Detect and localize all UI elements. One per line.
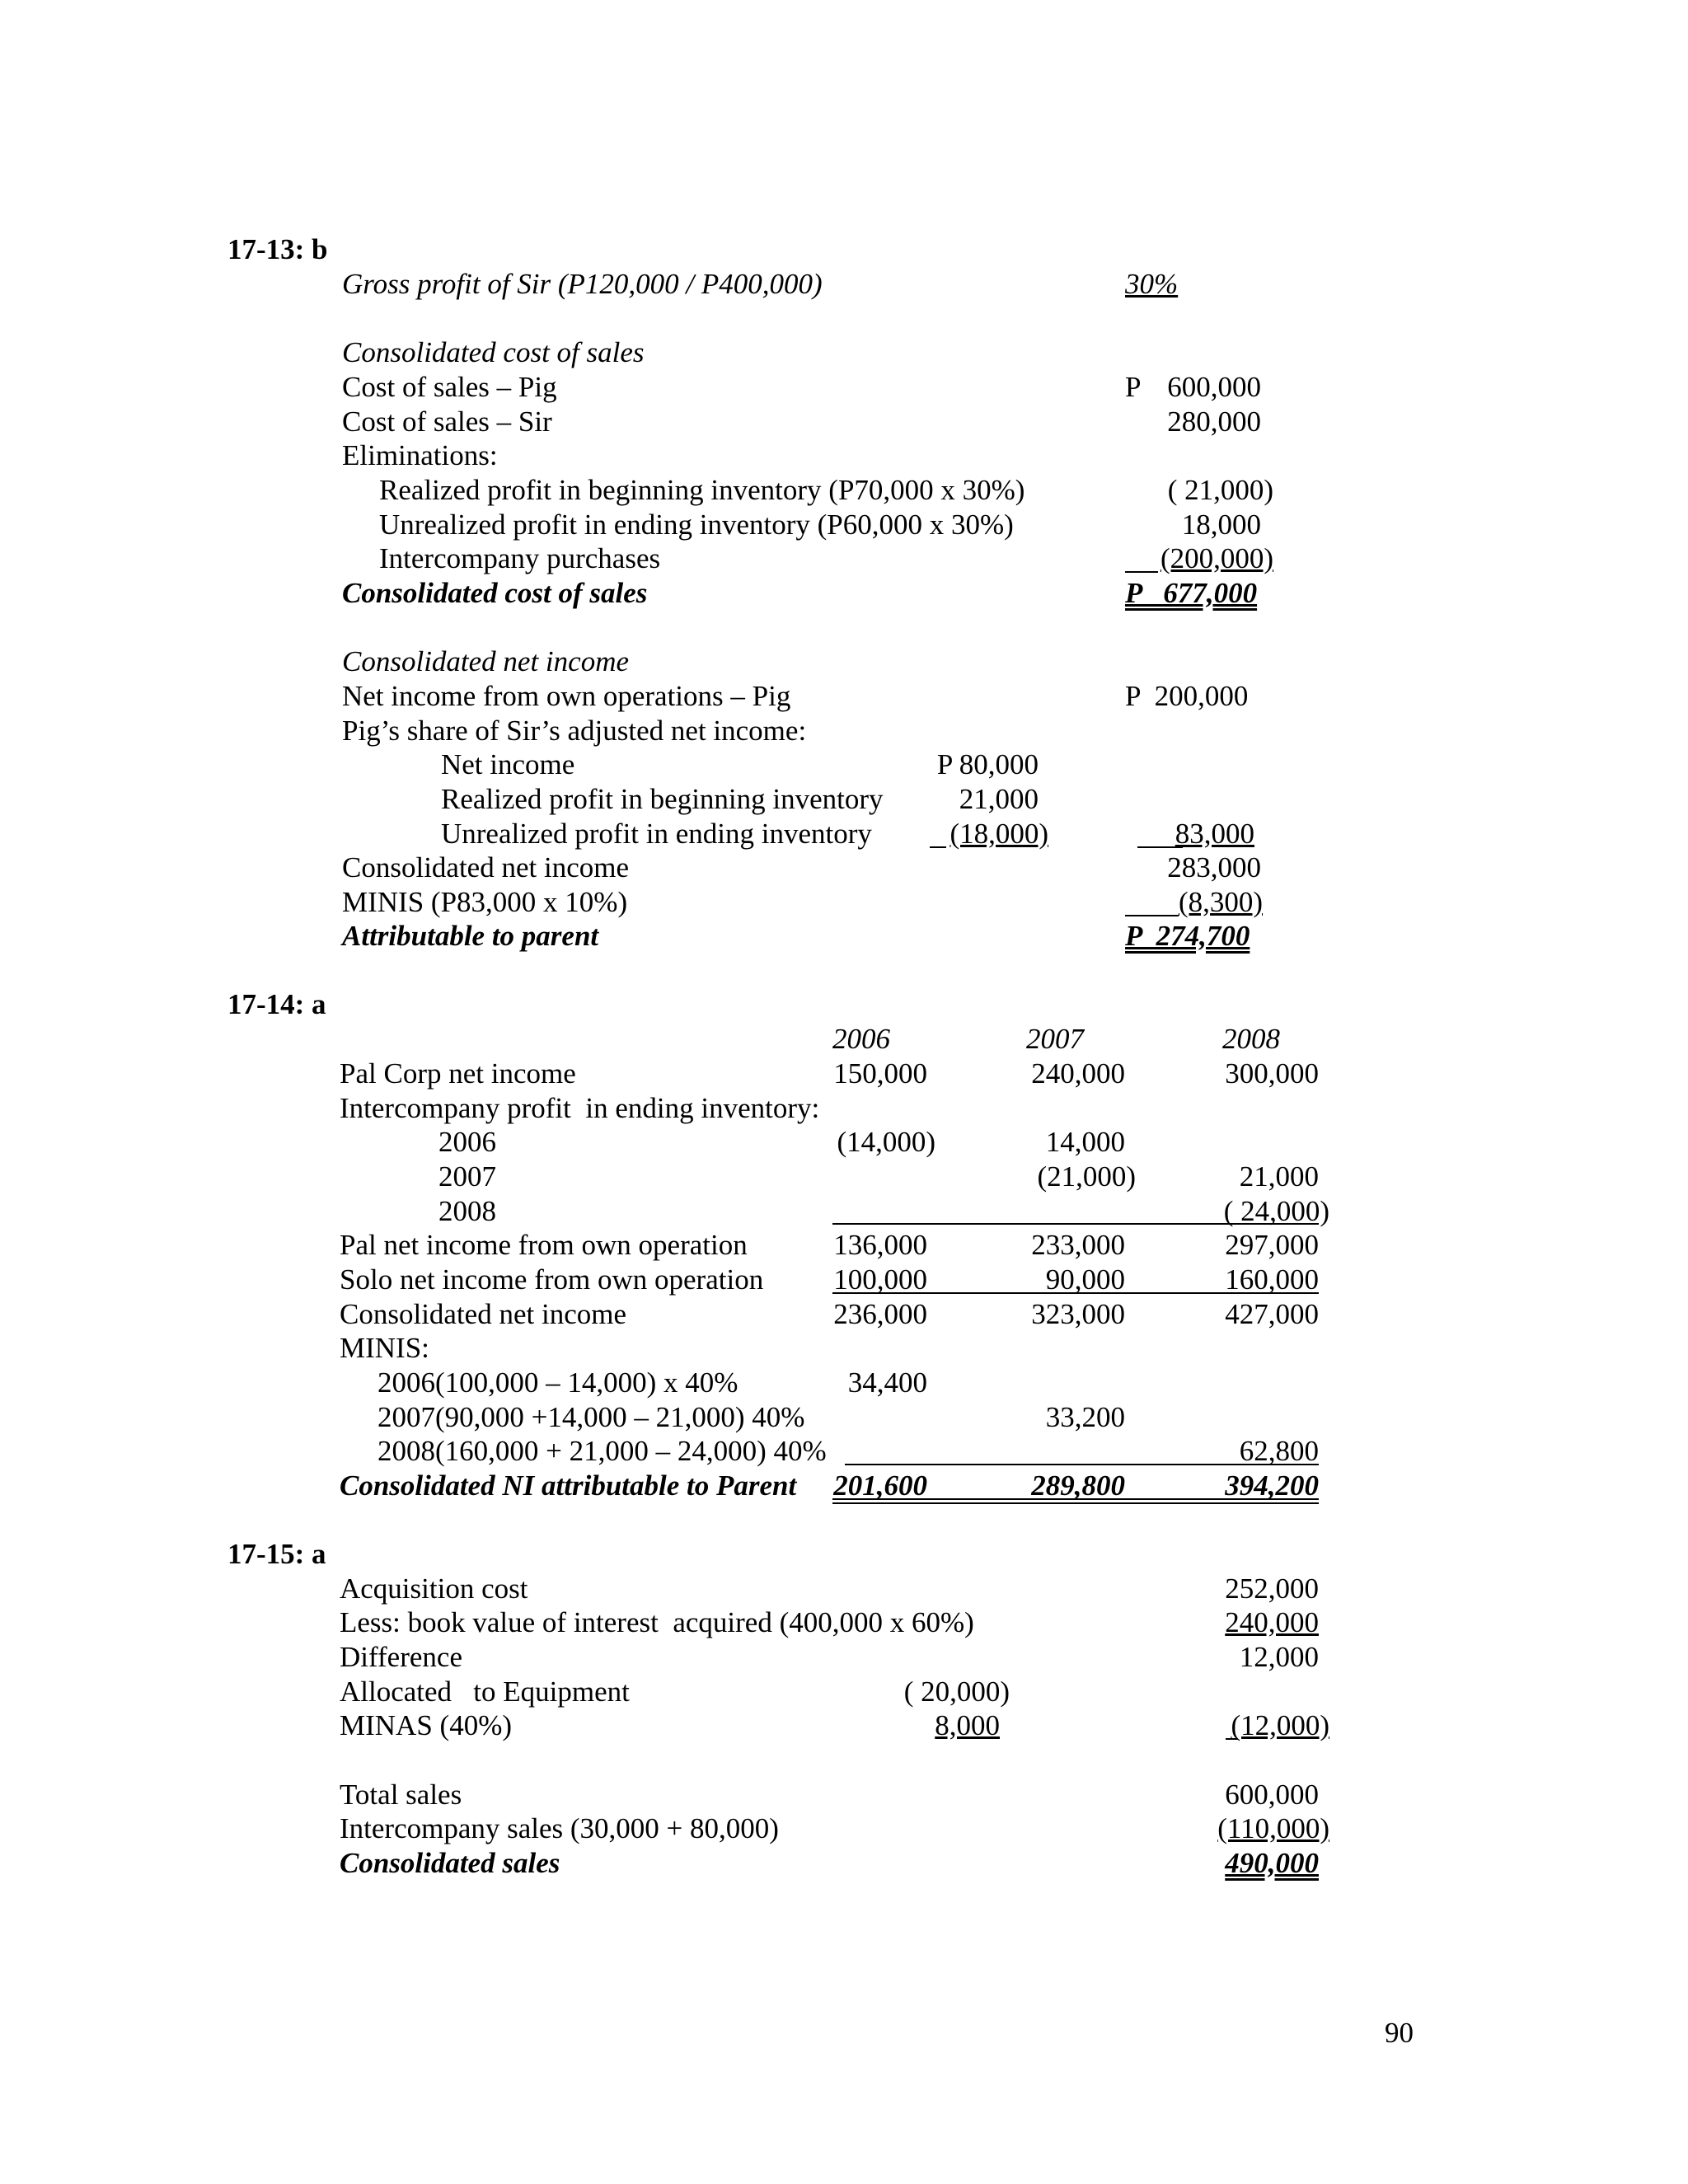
cos-total-label: Consolidated cost of sales — [342, 577, 648, 609]
solo-own-label: Solo net income from own operation — [340, 1263, 764, 1296]
acq-value: 252,000 — [1225, 1572, 1319, 1605]
attr-2008: 394,200 — [1225, 1469, 1319, 1502]
cons-sales-value: 490,000 — [1225, 1847, 1319, 1879]
diff-label: Difference — [340, 1641, 462, 1673]
heading-17-14: 17-14: a — [227, 988, 326, 1020]
pal-ni-2006: 150,000 — [833, 1057, 927, 1090]
cons-sales-label: Consolidated sales — [340, 1847, 560, 1879]
ic-sales-value: (110,000) — [1217, 1812, 1329, 1844]
ic-sales-label: Intercompany sales (30,000 + 80,000) — [340, 1812, 779, 1844]
row-2008-2008: ( 24,000) — [1223, 1195, 1329, 1227]
row-2006-label: 2006 — [438, 1126, 496, 1158]
minis-2006-value: 34,400 — [847, 1366, 927, 1399]
minas-mid: 8,000 — [935, 1709, 1000, 1741]
gp-label: Gross profit of Sir (P120,000 / P400,000) — [342, 268, 823, 300]
minis-2008-label: 2008(160,000 + 21,000 – 24,000) 40% — [377, 1435, 827, 1467]
attr-label-14: Consolidated NI attributable to Parent — [340, 1469, 797, 1502]
solo-own-2007: 90,000 — [1045, 1263, 1125, 1296]
attr-value: P 274,700 — [1125, 920, 1250, 952]
pal-own-label: Pal net income from own operation — [340, 1229, 748, 1261]
heading-17-13: 17-13: b — [227, 233, 328, 265]
row-2007-label: 2007 — [438, 1160, 496, 1193]
pal-ni-2008: 300,000 — [1225, 1057, 1319, 1090]
minis-label-14: MINIS: — [340, 1332, 429, 1364]
cos-sir-label: Cost of sales – Sir — [342, 405, 552, 438]
year-2008: 2008 — [1222, 1023, 1280, 1055]
pal-own-2008: 297,000 — [1225, 1229, 1319, 1261]
up-end-value: 18,000 — [1181, 509, 1261, 541]
up-end2-label: Unrealized profit in ending inventory — [441, 818, 872, 850]
up-end-label: Unrealized profit in ending inventory (P60,000 x 30%) — [379, 509, 1014, 541]
ni-pig-value: P 200,000 — [1125, 680, 1249, 712]
pal-ni-2007: 240,000 — [1031, 1057, 1125, 1090]
cos-total-value: P 677,000 — [1125, 577, 1258, 609]
gp-value: 30% — [1125, 268, 1179, 300]
attr-label: Attributable to parent — [342, 920, 599, 952]
ni-pig-label: Net income from own operations – Pig — [342, 680, 791, 712]
pig-share-label: Pig’s share of Sir’s adjusted net income: — [342, 715, 807, 747]
row-2008-label: 2008 — [438, 1195, 496, 1227]
row-2007-2008: 21,000 — [1239, 1160, 1319, 1193]
cos-title: Consolidated cost of sales — [342, 336, 645, 368]
cos-pig-p: P — [1125, 371, 1142, 403]
minis-2006-label: 2006(100,000 – 14,000) x 40% — [377, 1366, 738, 1399]
cni-2007: 323,000 — [1031, 1298, 1125, 1330]
share-total-value: 83,000 — [1175, 818, 1254, 850]
cni-label-14: Consolidated net income — [340, 1298, 626, 1330]
cos-pig-value: 600,000 — [1167, 371, 1261, 403]
equip-value: ( 20,000) — [903, 1675, 1010, 1708]
acq-label: Acquisition cost — [340, 1572, 528, 1605]
rp-beg2-value: 21,000 — [959, 783, 1039, 815]
elim-label: Eliminations: — [342, 439, 498, 471]
equip-label: Allocated to Equipment — [340, 1675, 630, 1708]
rp-beg2-label: Realized profit in beginning inventory — [441, 783, 884, 815]
net-income-label: Net income — [441, 748, 575, 780]
rule-underline — [1125, 571, 1158, 573]
solo-own-2006: 100,000 — [833, 1263, 927, 1296]
cni-label: Consolidated net income — [342, 851, 629, 883]
cni-2006: 236,000 — [833, 1298, 927, 1330]
cni-2008: 427,000 — [1225, 1298, 1319, 1330]
row-2006-2007: 14,000 — [1045, 1126, 1125, 1158]
solo-own-2008: 160,000 — [1225, 1263, 1319, 1296]
rp-beg-label: Realized profit in beginning inventory (P70,000 x 30%) — [379, 474, 1025, 506]
attr-2007: 289,800 — [1031, 1469, 1125, 1502]
cni-value: 283,000 — [1167, 851, 1261, 883]
pal-ni-label: Pal Corp net income — [340, 1057, 576, 1090]
heading-17-15: 17-15: a — [227, 1538, 326, 1570]
minas-value: (12,000) — [1231, 1709, 1329, 1741]
minis-value: (8,300) — [1178, 886, 1263, 918]
ic-profit-label: Intercompany profit in ending inventory: — [340, 1092, 820, 1124]
net-income-value: P 80,000 — [936, 748, 1039, 780]
sales-value: 600,000 — [1225, 1779, 1319, 1811]
ic-purch-value: (200,000) — [1160, 542, 1273, 574]
cni-title: Consolidated net income — [342, 645, 630, 677]
row-2006-2006: (14,000) — [837, 1126, 935, 1158]
year-2007: 2007 — [1026, 1023, 1084, 1055]
cos-pig-label: Cost of sales – Pig — [342, 371, 557, 403]
year-2006: 2006 — [832, 1023, 890, 1055]
rp-beg-value: ( 21,000) — [1167, 474, 1273, 506]
diff-value: 12,000 — [1239, 1641, 1319, 1673]
ic-purch-label: Intercompany purchases — [379, 542, 661, 574]
row-2007-2007: (21,000) — [1037, 1160, 1136, 1193]
up-end2-value: (18,000) — [950, 818, 1048, 850]
minas-label: MINAS (40%) — [340, 1709, 513, 1741]
bv-value: 240,000 — [1225, 1606, 1319, 1638]
cos-sir-value: 280,000 — [1167, 405, 1261, 438]
sales-label: Total sales — [340, 1779, 462, 1811]
page-number: 90 — [1385, 2017, 1414, 2049]
minis-label: MINIS (P83,000 x 10%) — [342, 886, 628, 918]
minis-2008-value: 62,800 — [1239, 1435, 1319, 1467]
pal-own-2007: 233,000 — [1031, 1229, 1125, 1261]
minis-2007-value: 33,200 — [1045, 1401, 1125, 1433]
attr-2006: 201,600 — [833, 1469, 927, 1502]
pal-own-2006: 136,000 — [833, 1229, 927, 1261]
bv-label: Less: book value of interest acquired (400,000 x 60%) — [340, 1606, 974, 1638]
minis-2007-label: 2007(90,000 +14,000 – 21,000) 40% — [377, 1401, 805, 1433]
